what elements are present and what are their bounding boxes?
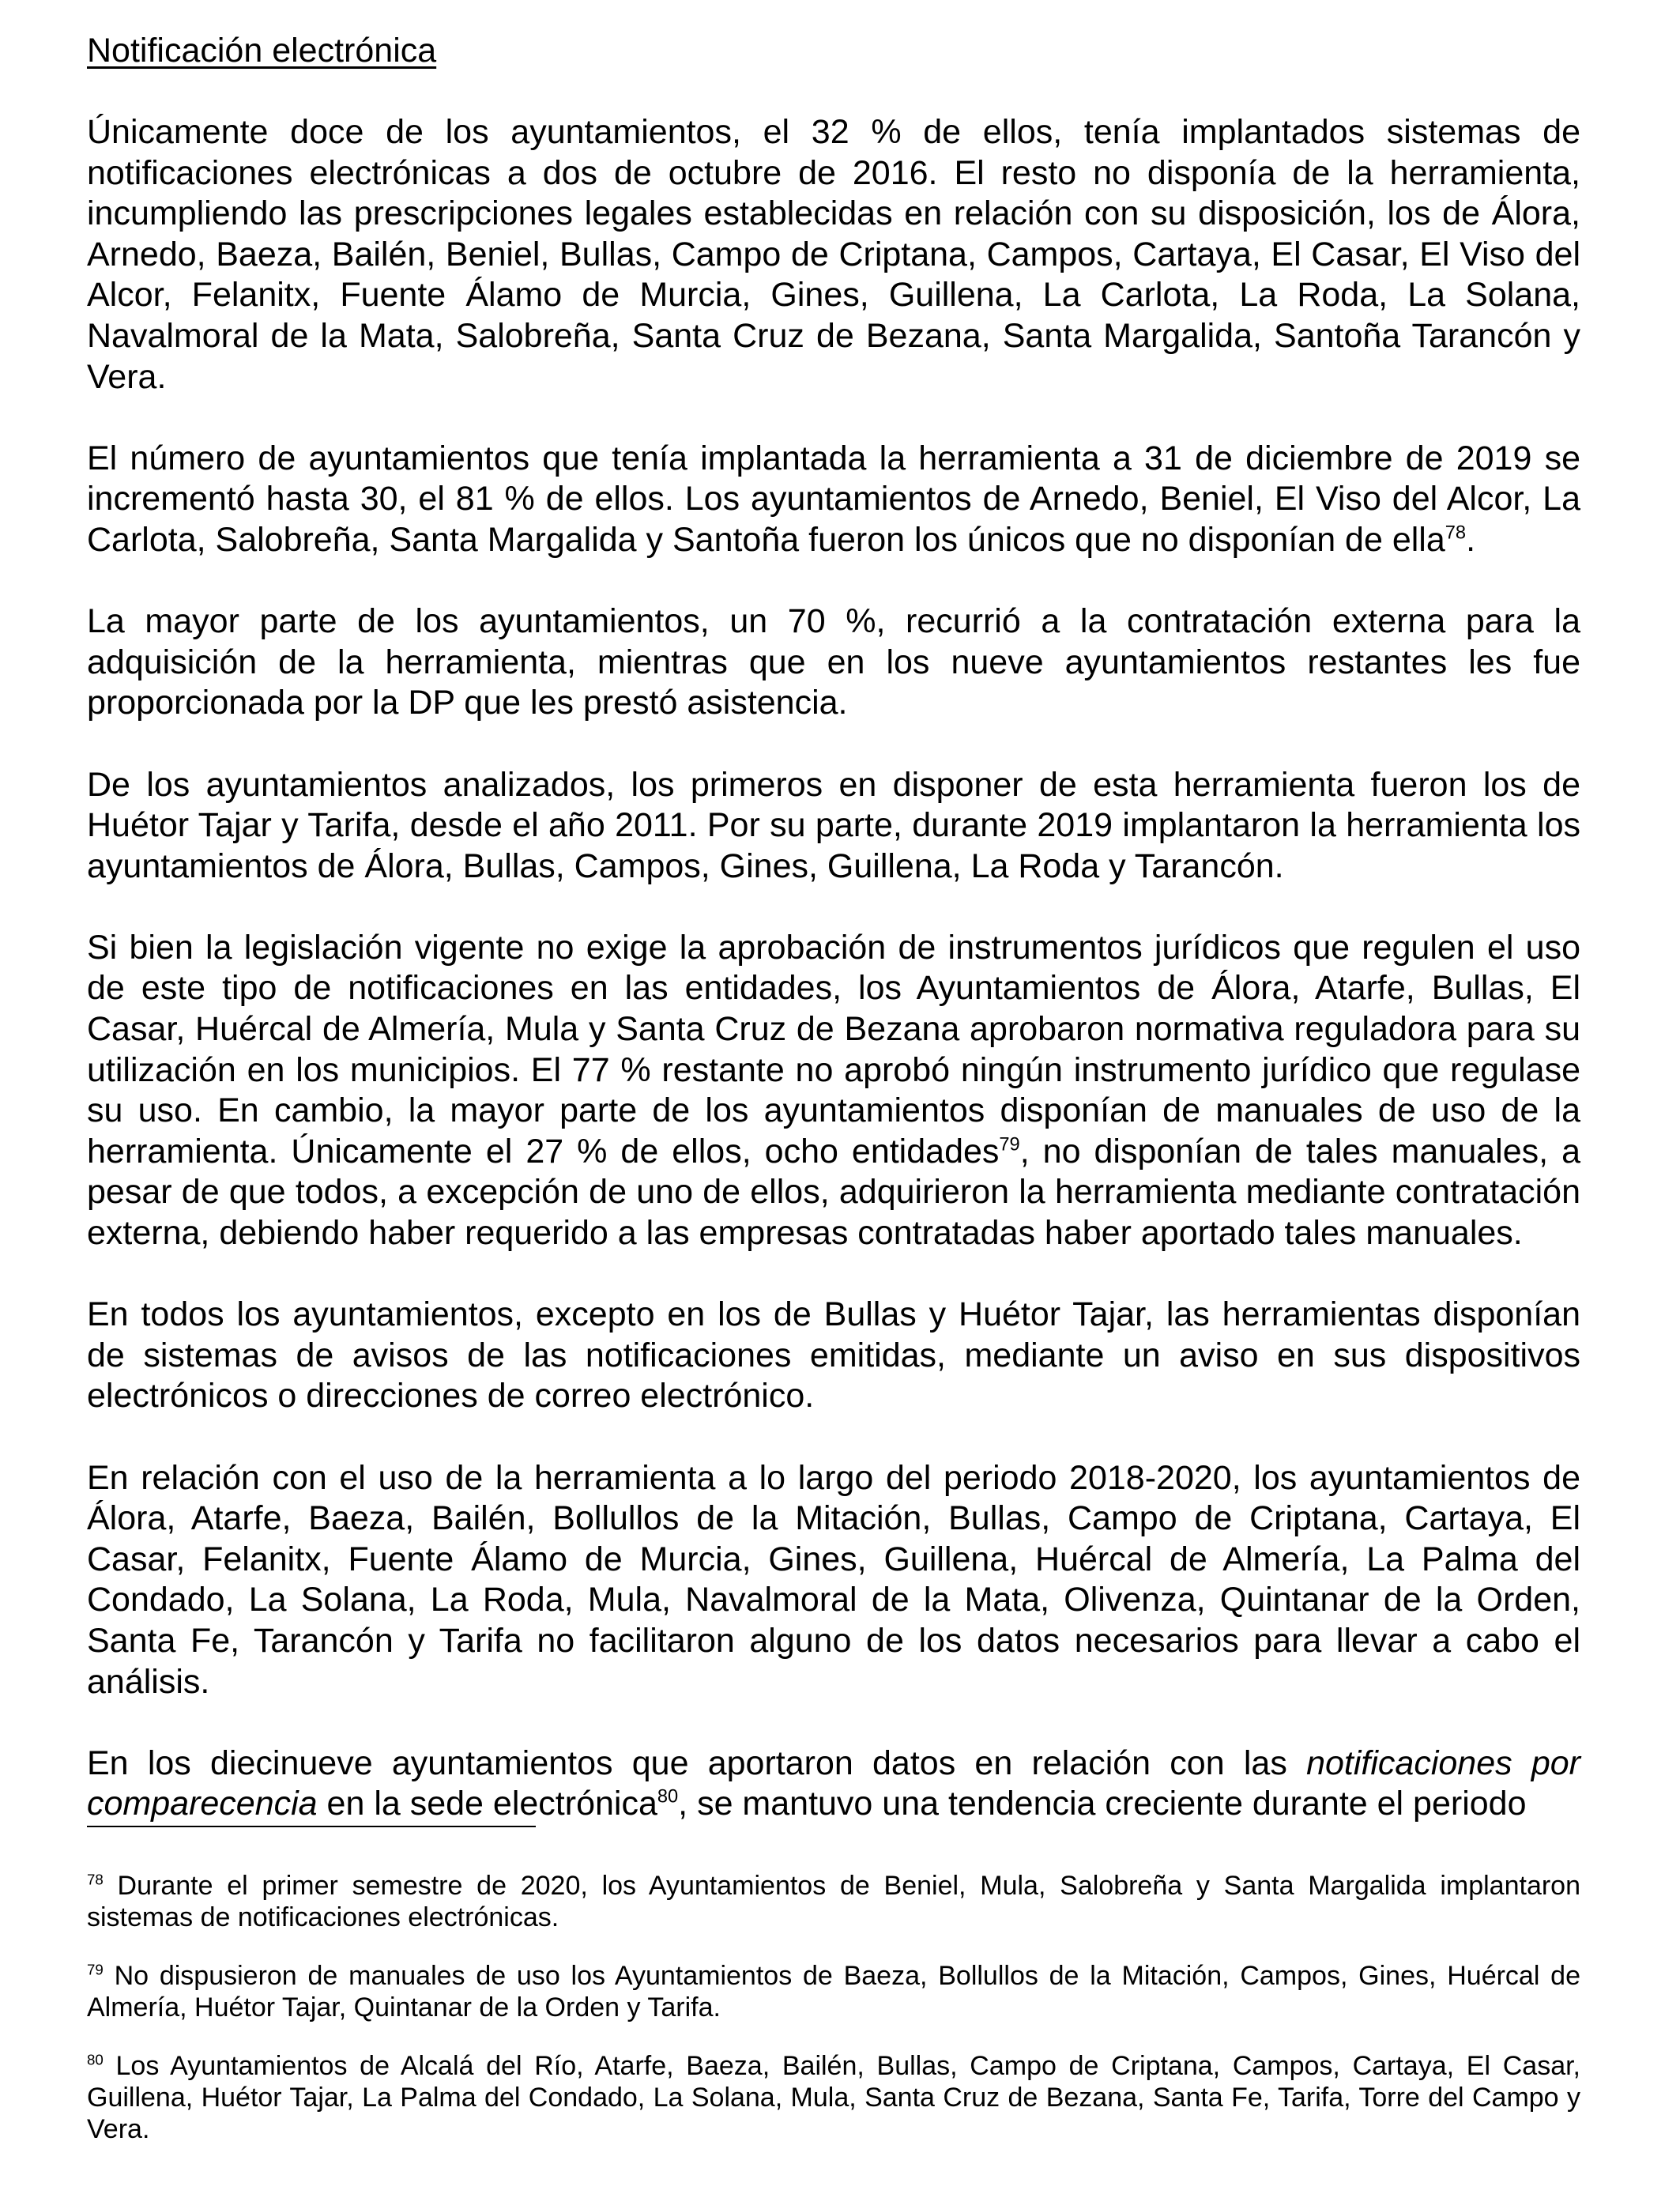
paragraph-5-text-b: , no disponían de tales manuales, a pesar de que todos, a excepción de uno de ellos, adquirieron la herramienta mediante contratación externa, debiendo haber requerido a las empresas contratadas haber aportado tales manuales. — [87, 1132, 1580, 1253]
footnote-ref-79[interactable]: 79 — [999, 1134, 1020, 1155]
footnote-78 — [87, 1870, 1580, 1933]
footnote-80 — [87, 2050, 1580, 2145]
footnote-number: 79 — [87, 1961, 104, 1978]
paragraph-3: La mayor parte de los ayuntamientos, un 70 %, recurrió a la contratación externa para la adquisición de la herramienta, mientras que en los nueve ayuntamientos restantes les fue proporcionada por la DP que les prestó asistencia. — [87, 602, 1580, 722]
footnote-number: 80 — [87, 2051, 104, 2068]
paragraph-2-text: El número de ayuntamientos que tenía implantada la herramienta a 31 de diciembre de 2019 se incrementó hasta 30, el 81 % de ellos. Los ayuntamientos de Arnedo, Beniel, El Viso del Alcor, La Carlota, Salobreña, Santa Margalida y Santoña fueron los únicos que no disponían de ella — [87, 439, 1580, 559]
paragraph-4: De los ayuntamientos analizados, los primeros en disponer de esta herramienta fueron los de Huétor Tajar y Tarifa, desde el año 2011. Por su parte, durante 2019 implantaron la herramienta los ayuntamientos de Álora, Bullas, Campos, Gines, Guillena, La Roda y Tarancón. — [87, 765, 1580, 885]
paragraph-8 — [87, 1744, 1580, 1825]
footnote-79 — [87, 1960, 1580, 2023]
footnote-text: Durante el primer semestre de 2020, los Ayuntamientos de Beniel, Mula, Salobreña y Santa Margalida implantaron sistemas de notificaciones electrónicas. — [87, 1871, 1580, 1932]
paragraph-5-text-a: Si bien la legislación vigente no exige la aprobación de instrumentos jurídicos que regulen el uso de este tipo de notificaciones en las entidades, los Ayuntamientos de Álora, Atarfe, Bullas, El Casar, Huércal de Almería, Mula y Santa Cruz de Bezana aprobaron normativa reguladora para su utilización en los municipios. El 77 % restante no aprobó ningún instrumento jurídico que regulase su uso. En cambio, la mayor parte de los ayuntamientos disponían de manuales de uso de la herramienta. Únicamente el 27 % de ellos, ocho entidades — [87, 928, 1580, 1171]
paragraph-1: Únicamente doce de los ayuntamientos, el 32 % de ellos, tenía implantados sistemas de notificaciones electrónicas a dos de octubre de 2016. El resto no disponía de la herramienta, incumpliendo las prescripciones legales establecidas en relación con su disposición, los de Álora, Arnedo, Baeza, Bailén, Beniel, Bullas, Campo de Criptana, Campos, Cartaya, El Casar, El Viso del Alcor, Felanitx, Fuente Álamo de Murcia, Gines, Guillena, La Carlota, La Roda, La Solana, Navalmoral de la Mata, Salobreña, Santa Cruz de Bezana, Santa Margalida, Santoña Tarancón y Vera. — [87, 113, 1580, 396]
section-heading: Notificación electrónica — [87, 32, 437, 70]
paragraph-2-end: . — [1466, 520, 1476, 559]
footnote-text: No dispusieron de manuales de uso los Ayuntamientos de Baeza, Bollullos de la Mitación, Campos, Gines, Huércal de Almería, Huétor Tajar, Quintanar de la Orden y Tarifa. — [87, 1961, 1580, 2022]
paragraph-8-text-a: En los diecinueve ayuntamientos que aportaron datos en relación con las — [87, 1744, 1307, 1782]
paragraph-8-italic: notificaciones por comparecencia — [87, 1744, 1580, 1823]
paragraph-5 — [87, 928, 1580, 1254]
paragraph-6: En todos los ayuntamientos, excepto en los de Bullas y Huétor Tajar, las herramientas disponían de sistemas de avisos de las notificaciones emitidas, mediante un aviso en sus dispositivos electrónicos o direcciones de correo electrónico. — [87, 1295, 1580, 1416]
footnote-text: Los Ayuntamientos de Alcalá del Río, Atarfe, Baeza, Bailén, Bullas, Campo de Criptana, Campos, Cartaya, El Casar, Guillena, Huétor Tajar, La Palma del Condado, La Solana, Mula, Santa Cruz de Bezana, Santa Fe, Tarifa, Torre del Campo y Vera. — [87, 2051, 1580, 2144]
footnote-ref-80[interactable]: 80 — [657, 1787, 679, 1808]
footnote-ref-78[interactable]: 78 — [1445, 522, 1467, 544]
paragraph-7: En relación con el uso de la herramienta a lo largo del periodo 2018-2020, los ayuntamientos de Álora, Atarfe, Baeza, Bailén, Bollullos de la Mitación, Bullas, Campo de Criptana, Cartaya, El Casar, Felanitx, Fuente Álamo de Murcia, Gines, Guillena, Huércal de Almería, La Palma del Condado, La Solana, La Roda, Mula, Navalmoral de la Mata, Olivenza, Quintanar de la Orden, Santa Fe, Tarancón y Tarifa no facilitaron alguno de los datos necesarios para llevar a cabo el análisis. — [87, 1458, 1580, 1701]
footnote-number: 78 — [87, 1871, 104, 1888]
footnote-separator — [87, 1826, 536, 1827]
document-page — [87, 30, 1580, 2144]
paragraph-8-text-c: , se mantuvo una tendencia creciente durante el periodo — [678, 1785, 1527, 1823]
footnotes — [87, 1870, 1580, 2145]
paragraph-2 — [87, 439, 1580, 561]
paragraph-8-text-b: en la sede electrónica — [317, 1785, 657, 1823]
